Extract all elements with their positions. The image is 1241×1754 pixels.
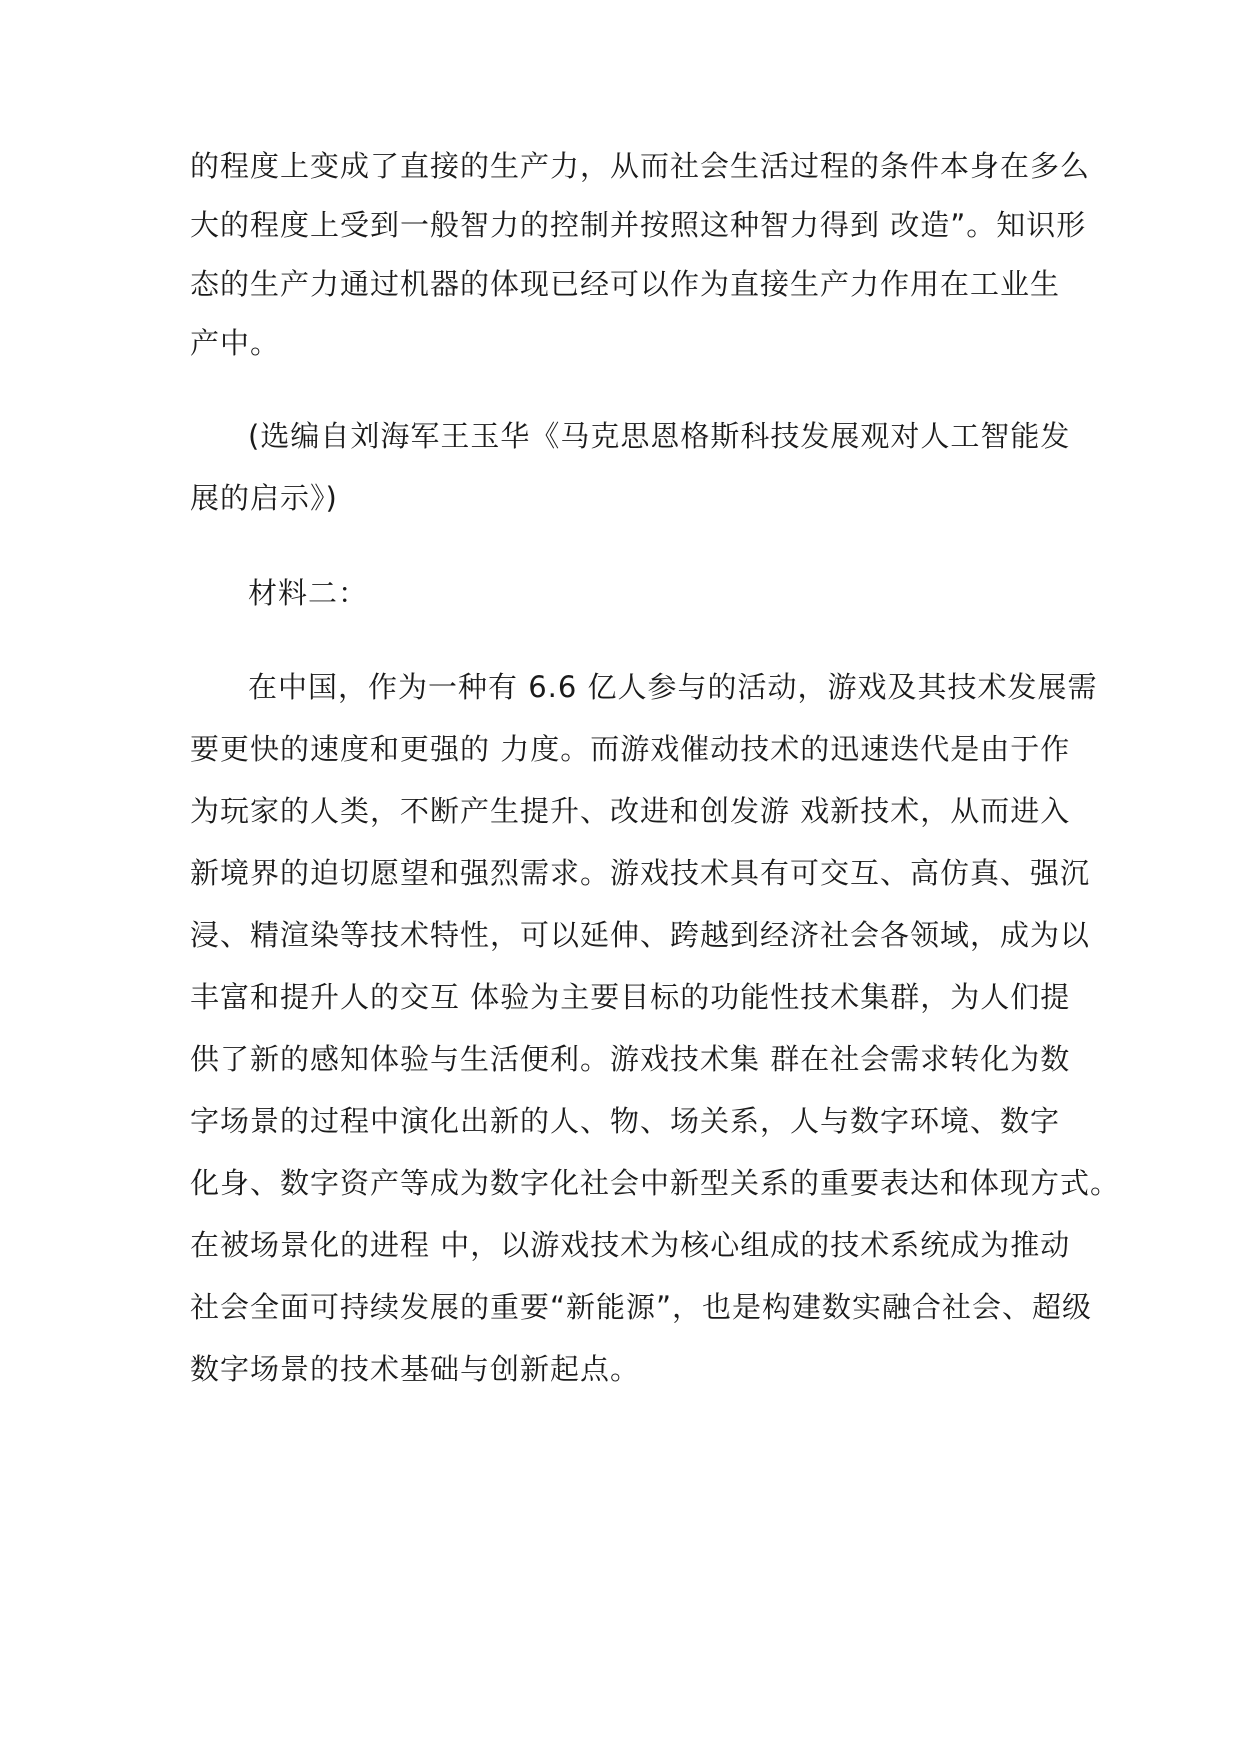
paragraph2-line-4: 新境界的迫切愿望和强烈需求。游戏技术具有可交互、高仿真、强沉 xyxy=(190,856,1091,890)
section-heading: 材料二： xyxy=(248,576,369,610)
paragraph1-line-2: 大的程度上受到一般智力的控制并按照这种智力得到 改造”。知识形 xyxy=(190,208,1087,242)
paragraph2-line-6: 丰富和提升人的交互 体验为主要目标的功能性技术集群，为人们提 xyxy=(190,980,1071,1014)
citation-line-2: 展的启示》) xyxy=(190,481,338,515)
citation-line-1: (选编自刘海军王玉华《马克思恩格斯科技发展观对人工智能发 xyxy=(248,419,1071,453)
paragraph2-line-12: 数字场景的技术基础与创新起点。 xyxy=(190,1352,641,1386)
paragraph1-line-4: 产中。 xyxy=(190,326,281,360)
paragraph2-line-5: 浸、精渲染等技术特性，可以延伸、跨越到经济社会各领域，成为以 xyxy=(190,918,1091,952)
paragraph2-line-10: 在被场景化的进程 中，以游戏技术为核心组成的技术系统成为推动 xyxy=(190,1228,1071,1262)
paragraph1-line-1: 的程度上变成了直接的生产力，从而社会生活过程的条件本身在多么 xyxy=(190,149,1091,183)
paragraph2-line-2: 要更快的速度和更强的 力度。而游戏催动技术的迅速迭代是由于作 xyxy=(190,732,1071,766)
paragraph2-line-11: 社会全面可持续发展的重要“新能源”，也是构建数实融合社会、超级 xyxy=(190,1290,1093,1324)
paragraph1-line-3: 态的生产力通过机器的体现已经可以作为直接生产力作用在工业生 xyxy=(190,267,1061,301)
paragraph2-line-9: 化身、数字资产等成为数字化社会中新型关系的重要表达和体现方式。 xyxy=(190,1166,1121,1200)
paragraph2-line-8: 字场景的过程中演化出新的人、物、场关系，人与数字环境、数字 xyxy=(190,1104,1061,1138)
paragraph2-line-1: 在中国，作为一种有 6.6 亿人参与的活动，游戏及其技术发展需 xyxy=(248,670,1098,704)
paragraph2-line-3: 为玩家的人类，不断产生提升、改进和创发游 戏新技术，从而进入 xyxy=(190,794,1071,828)
paragraph2-line-7: 供了新的感知体验与生活便利。游戏技术集 群在社会需求转化为数 xyxy=(190,1042,1071,1076)
